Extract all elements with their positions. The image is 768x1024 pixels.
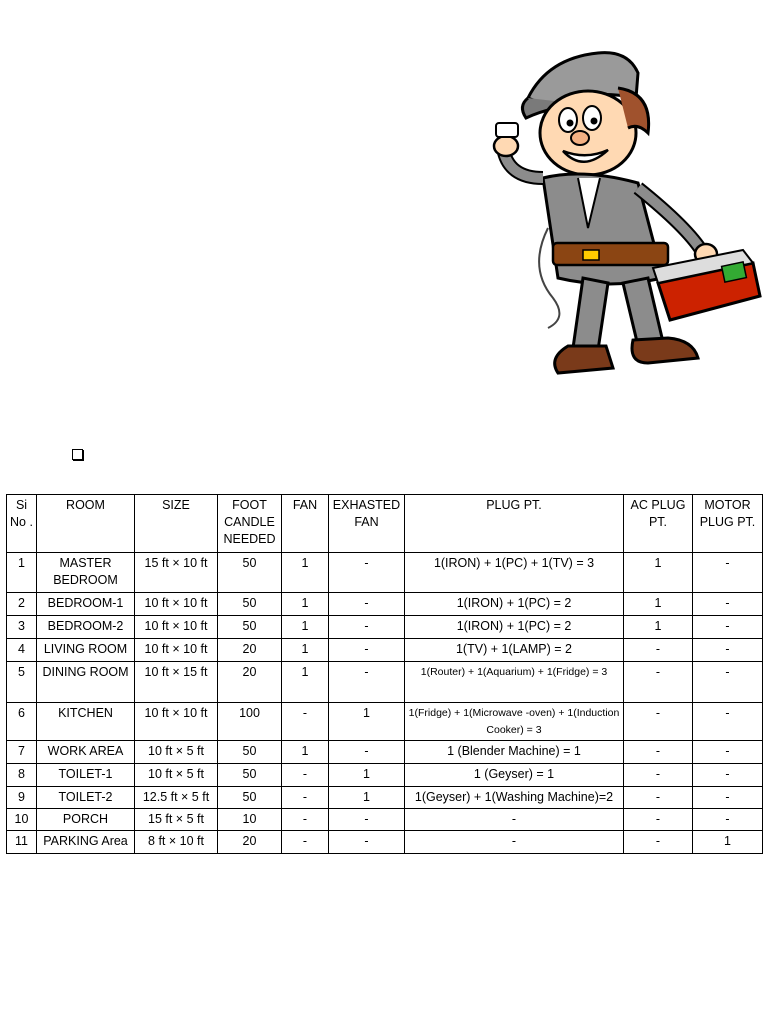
table-cell: 10	[7, 809, 37, 831]
table-cell: 1	[624, 593, 693, 616]
table-cell: -	[624, 703, 693, 741]
table-cell: 1	[624, 616, 693, 639]
header-fan: FAN	[282, 495, 329, 553]
table-cell: 2	[7, 593, 37, 616]
table-cell: 12.5 ft × 5 ft	[135, 787, 218, 809]
table-cell: -	[329, 616, 405, 639]
table-cell: 1	[282, 662, 329, 703]
table-cell: DINING ROOM	[37, 662, 135, 703]
table-row	[7, 764, 763, 787]
table-cell: -	[693, 553, 763, 593]
table-row	[7, 616, 763, 639]
table-cell: 1(Geyser) + 1(Washing Machine)=2	[405, 787, 624, 809]
table-cell: 1(IRON) + 1(PC) = 2	[405, 593, 624, 616]
table-cell: BEDROOM-2	[37, 616, 135, 639]
table-cell: 1(Fridge) + 1(Microwave -oven) + 1(Induction Cooker) = 3	[405, 703, 624, 741]
table-cell: -	[282, 831, 329, 854]
table-cell: 50	[218, 741, 282, 764]
table-cell: 10 ft × 10 ft	[135, 639, 218, 662]
table-cell: -	[282, 809, 329, 831]
table-cell: -	[282, 787, 329, 809]
table-cell: -	[693, 616, 763, 639]
table-cell: -	[282, 703, 329, 741]
table-cell: 5	[7, 662, 37, 703]
table-cell: 3	[7, 616, 37, 639]
table-cell: -	[624, 831, 693, 854]
table-cell: 1 (Blender Machine) = 1	[405, 741, 624, 764]
table-cell: 20	[218, 662, 282, 703]
table-cell: -	[329, 741, 405, 764]
table-cell: -	[624, 741, 693, 764]
table-cell: TOILET-1	[37, 764, 135, 787]
table-cell: 10	[218, 809, 282, 831]
table-cell: TOILET-2	[37, 787, 135, 809]
table-cell: 50	[218, 764, 282, 787]
table-cell: PARKING Area	[37, 831, 135, 854]
header-ac-plug-pt: AC PLUG PT.	[624, 495, 693, 553]
table-cell: MASTER BEDROOM	[37, 553, 135, 593]
table-cell: -	[624, 787, 693, 809]
table-cell: 50	[218, 593, 282, 616]
table-cell: 10 ft × 5 ft	[135, 741, 218, 764]
table-row	[7, 741, 763, 764]
table-cell: 10 ft × 5 ft	[135, 764, 218, 787]
table-cell: 1	[329, 787, 405, 809]
table-cell: 1 (Geyser) = 1	[405, 764, 624, 787]
table-cell: 15 ft × 10 ft	[135, 553, 218, 593]
table-row	[7, 639, 763, 662]
header-si-no: Si No .	[7, 495, 37, 553]
table-row	[7, 831, 763, 854]
table-cell: 1(TV) + 1(LAMP) = 2	[405, 639, 624, 662]
table-cell: -	[693, 741, 763, 764]
electrician-cartoon-icon	[488, 28, 763, 390]
table-cell: -	[329, 662, 405, 703]
table-cell: 20	[218, 639, 282, 662]
header-motor-plug-pt: MOTOR PLUG PT.	[693, 495, 763, 553]
table-cell: 10 ft × 15 ft	[135, 662, 218, 703]
table-row	[7, 809, 763, 831]
table-cell: 1	[282, 616, 329, 639]
table-cell: -	[693, 593, 763, 616]
table-cell: 1(IRON) + 1(PC) = 2	[405, 616, 624, 639]
table-cell: PORCH	[37, 809, 135, 831]
table-cell: 1	[282, 639, 329, 662]
table-cell: 10 ft × 10 ft	[135, 593, 218, 616]
table-cell: -	[693, 809, 763, 831]
table-cell: 1	[329, 764, 405, 787]
table-cell: 1	[624, 553, 693, 593]
table-cell: -	[329, 593, 405, 616]
table-cell: -	[329, 639, 405, 662]
table-cell: -	[329, 809, 405, 831]
table-cell: 1	[282, 593, 329, 616]
table-row	[7, 787, 763, 809]
table-cell: -	[329, 553, 405, 593]
table-cell: 1(Router) + 1(Aquarium) + 1(Fridge) = 3	[405, 662, 624, 703]
table-cell: 7	[7, 741, 37, 764]
table-cell: 1	[282, 553, 329, 593]
table-cell: BEDROOM-1	[37, 593, 135, 616]
table-row	[7, 703, 763, 741]
table-cell: 6	[7, 703, 37, 741]
table-cell: -	[405, 809, 624, 831]
table-cell: -	[693, 703, 763, 741]
table-cell: 1	[329, 703, 405, 741]
table-cell: -	[405, 831, 624, 854]
table-row	[7, 593, 763, 616]
header-size: SIZE	[135, 495, 218, 553]
table-cell: 9	[7, 787, 37, 809]
table-cell: -	[624, 639, 693, 662]
table-cell: -	[624, 662, 693, 703]
table-cell: -	[624, 764, 693, 787]
electrical-load-table	[6, 494, 763, 854]
table-cell: 1	[693, 831, 763, 854]
table-cell: 8	[7, 764, 37, 787]
table-cell: 100	[218, 703, 282, 741]
table-cell: LIVING ROOM	[37, 639, 135, 662]
table-cell: -	[282, 764, 329, 787]
table-cell: -	[693, 787, 763, 809]
header-plug-pt: PLUG PT.	[405, 495, 624, 553]
table-cell: 10 ft × 10 ft	[135, 616, 218, 639]
table-cell: WORK AREA	[37, 741, 135, 764]
table-cell: 8 ft × 10 ft	[135, 831, 218, 854]
table-row	[7, 553, 763, 593]
table-cell: -	[693, 639, 763, 662]
table-cell: KITCHEN	[37, 703, 135, 741]
header-exhaust-fan: EXHASTED FAN	[329, 495, 405, 553]
table-cell: 50	[218, 787, 282, 809]
table-cell: -	[693, 764, 763, 787]
table-cell: 20	[218, 831, 282, 854]
table-cell: -	[693, 662, 763, 703]
table-cell: 4	[7, 639, 37, 662]
table-cell: -	[329, 831, 405, 854]
table-header-row	[7, 495, 763, 553]
header-room: ROOM	[37, 495, 135, 553]
table-cell: 50	[218, 616, 282, 639]
table-cell: 50	[218, 553, 282, 593]
checkbox-bullet-icon	[72, 449, 83, 460]
table-row	[7, 662, 763, 703]
header-foot-candle: FOOT CANDLE NEEDED	[218, 495, 282, 553]
table-cell: 1(IRON) + 1(PC) + 1(TV) = 3	[405, 553, 624, 593]
table-cell: 15 ft × 5 ft	[135, 809, 218, 831]
table-cell: 1	[7, 553, 37, 593]
table-cell: 1	[282, 741, 329, 764]
table-cell: 11	[7, 831, 37, 854]
table-cell: -	[624, 809, 693, 831]
table-cell: 10 ft × 10 ft	[135, 703, 218, 741]
